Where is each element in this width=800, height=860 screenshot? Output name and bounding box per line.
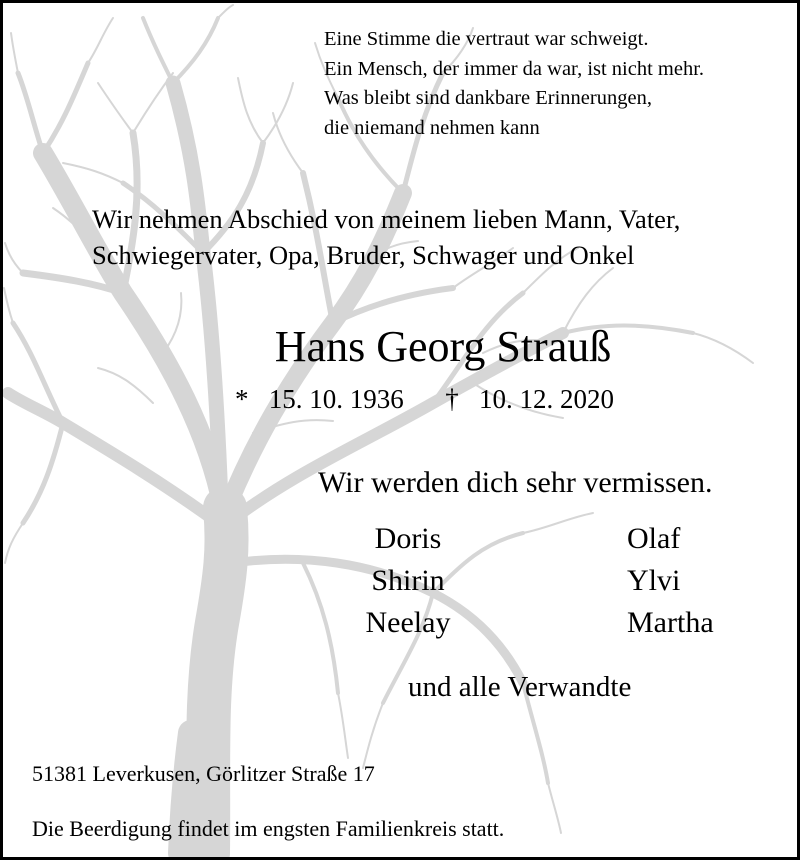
- birth-date: 15. 10. 1936: [268, 384, 404, 414]
- deceased-name: Hans Georg Strauß: [274, 322, 612, 371]
- mourning-message: Wir werden dich sehr vermissen.: [318, 466, 713, 499]
- death-symbol: †: [445, 384, 459, 414]
- life-dates: [235, 384, 614, 415]
- family-address: 51381 Leverkusen, Görlitzer Straße 17: [32, 761, 375, 786]
- mourners-right-column: [611, 518, 757, 644]
- memorial-poem: [324, 25, 704, 143]
- mourner-name: Olaf: [627, 522, 681, 555]
- funeral-note: Die Beerdigung findet im engsten Familienkreis statt.: [32, 816, 505, 841]
- mourner-name: Martha: [627, 606, 714, 639]
- mourner-name: Shirin: [371, 564, 445, 597]
- relatives-line: und alle Verwandte: [408, 671, 632, 703]
- farewell-line: Wir nehmen Abschied von meinem lieben Mann, Vater,: [92, 204, 681, 234]
- mourner-name: Doris: [374, 522, 442, 555]
- poem-line: Eine Stimme die vertraut war schweigt.: [324, 28, 649, 50]
- mourners-left-column: [333, 518, 483, 644]
- poem-line: die niemand nehmen kann: [324, 116, 540, 139]
- death-date: 10. 12. 2020: [479, 384, 614, 414]
- poem-line: Was bleibt sind dankbare Erinnerungen,: [324, 87, 652, 109]
- birth-symbol: *: [235, 384, 249, 414]
- farewell-line: Schwiegervater, Opa, Bruder, Schwager und Onkel: [92, 240, 635, 270]
- poem-line: Ein Mensch, der immer da war, ist nicht mehr.: [324, 57, 705, 80]
- farewell-statement: [92, 201, 680, 273]
- mourner-name: Ylvi: [627, 564, 681, 597]
- mourner-name: Neelay: [365, 606, 451, 639]
